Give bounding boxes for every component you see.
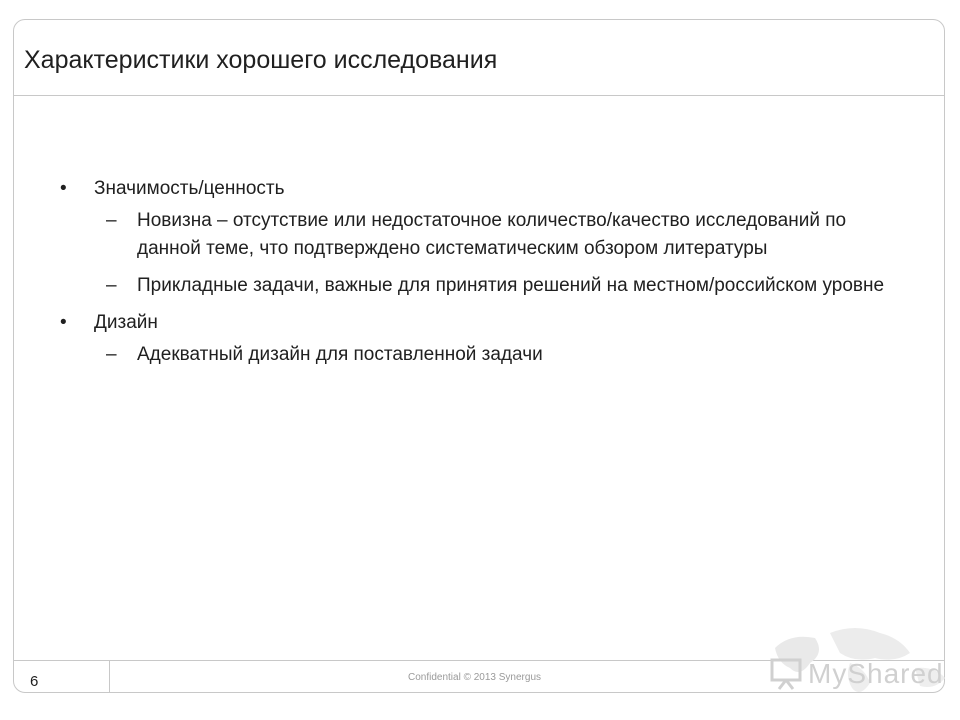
projector-screen-icon <box>770 658 804 690</box>
bullet-significance <box>60 175 900 202</box>
sub-bullet-marker: – <box>106 344 117 365</box>
sub-bullet-applied-tasks <box>60 272 900 300</box>
slide-title: Характеристики хорошего исследования <box>24 46 498 74</box>
footer-vertical-divider <box>109 660 110 693</box>
watermark-logo-text: MyShared <box>808 658 944 689</box>
sub-bullet-adequate-design <box>60 341 900 369</box>
bullet-label: Дизайн <box>94 312 158 333</box>
confidential-notice: Confidential © 2013 Synergus <box>408 672 542 683</box>
sub-bullet-text: Прикладные задачи, важные для принятия решений на местном/российском уровне <box>137 275 885 296</box>
slide-content <box>60 175 900 378</box>
title-bar <box>13 19 945 96</box>
sub-bullet-marker: – <box>106 210 117 231</box>
bullet-marker: • <box>60 312 67 333</box>
sub-bullet-marker: – <box>106 275 117 296</box>
bullet-design <box>60 309 900 336</box>
bullet-marker: • <box>60 178 67 199</box>
sub-bullet-text: Новизна – отсутствие или недостаточное количество/качество исследований по данной теме, что подтверждено систематическим обзором литературы <box>137 210 847 259</box>
sub-bullet-text: Адекватный дизайн для поставленной задачи <box>137 344 543 365</box>
bullet-label: Значимость/ценность <box>94 178 285 199</box>
sub-bullet-novelty <box>60 207 900 263</box>
page-number: 6 <box>30 673 39 690</box>
